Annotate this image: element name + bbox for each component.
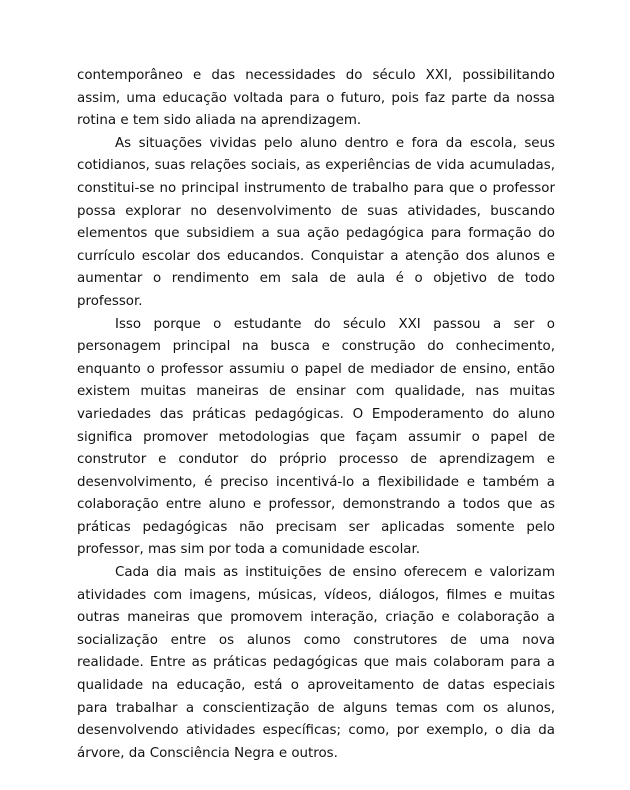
paragraph-student-situations: As situações vividas pelo aluno dentro e fora da escola, seus cotidianos, suas relações sociais, as experiências de vida acumuladas, constitui-se no principal instrumento de trabalho para que o professor possa explorar no desenvolvimento de suas atividades, buscando elementos que subsidiem a sua ação pedagógica para formação do currículo escolar dos educandos. Conquistar a atenção dos alunos e aumentar o rendimento em sala de aula é o objetivo de todo professor. [77, 135, 555, 309]
paragraph-continuation: contemporâneo e das necessidades do século XXI, possibilitando assim, uma educação voltada para o futuro, pois faz parte da nossa rotina e tem sido aliada na aprendizagem. [77, 68, 555, 129]
paragraph-student-protagonist: Isso porque o estudante do século XXI passou a ser o personagem principal na busca e construção do conhecimento, enquanto o professor assumiu o papel de mediador de ensino, então existem muitas maneiras de ensinar com qualidade, nas muitas variedades das práticas pedagógicas. O Empoderamento do aluno significa promover metodologias que façam assumir o papel de construtor e condutor do próprio processo de aprendizagem e desenvolvimento, é preciso incentivá-lo a flexibilidade e também a colaboração entre aluno e professor, demonstrando a todos que as práticas pedagógicas não precisam ser aplicadas somente pelo professor, mas sim por toda a comunidade escolar. [77, 316, 555, 558]
document-body [77, 65, 555, 765]
paragraph-institutions-activities: Cada dia mais as instituições de ensino oferecem e valorizam atividades com imagens, músicas, vídeos, diálogos, filmes e muitas outras maneiras que promovem interação, criação e colaboração a socialização entre os alunos como construtores de uma nova realidade. Entre as práticas pedagógicas que mais colaboram para a qualidade na educação, está o aproveitamento de datas especiais para trabalhar a conscientização de alguns temas com os alunos, desenvolvendo atividades específicas; como, por exemplo, o dia da árvore, da Consciência Negra e outros. [77, 565, 555, 761]
